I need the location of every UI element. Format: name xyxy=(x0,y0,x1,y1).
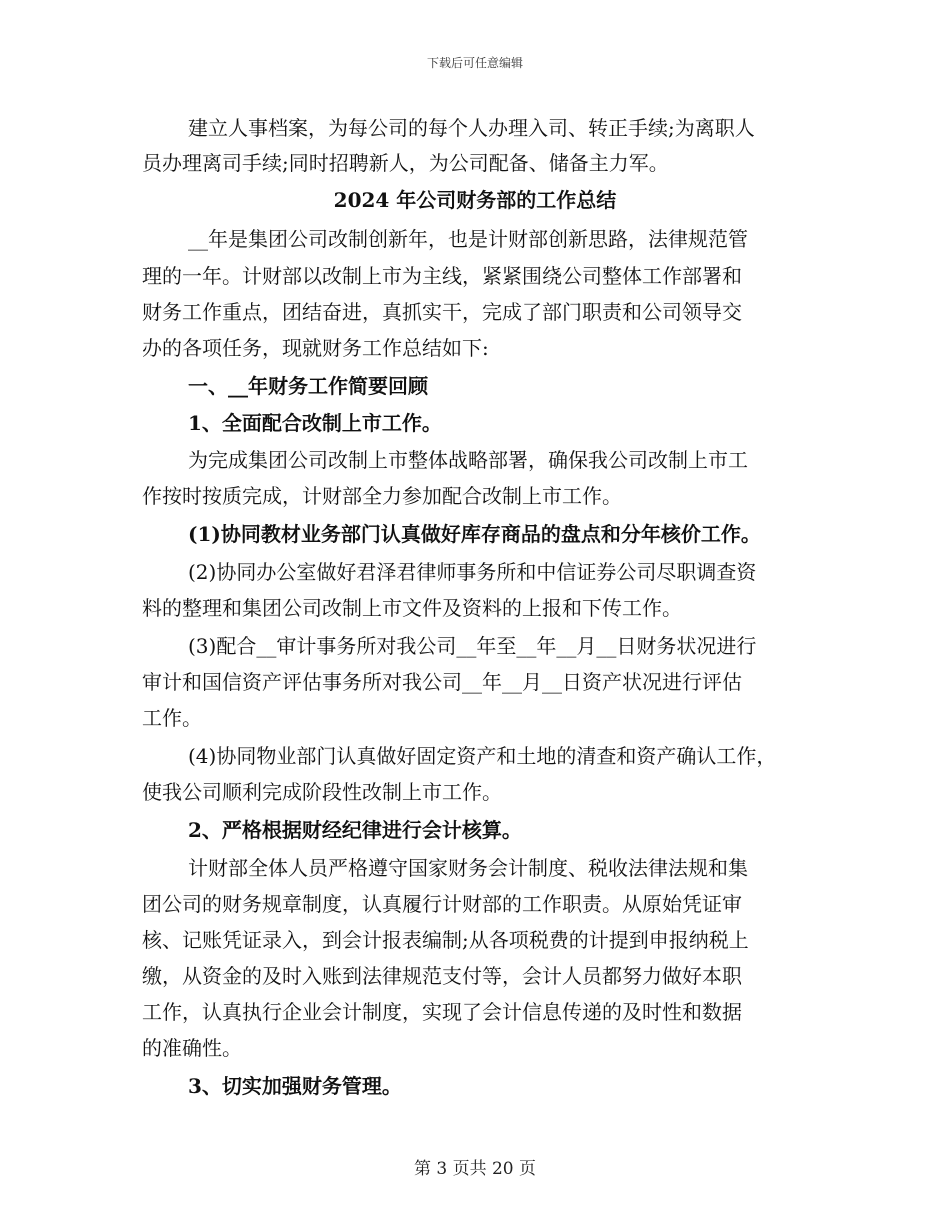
body-line: 为完成集团公司改制上市整体战略部署，确保我公司改制上市工 xyxy=(188,448,748,472)
item-3: (3)配合__审计事务所对我公司__年至__年__月__日财务状况进行 xyxy=(188,634,757,658)
body-line: 理的一年。计财部以改制上市为主线，紧紧围绕公司整体工作部署和 xyxy=(142,264,742,288)
body-line: 作按时按质完成，计财部全力参加配合改制上市工作。 xyxy=(142,484,622,508)
section-title: 2024 年公司财务部的工作总结 xyxy=(333,188,617,212)
body-line: 缴，从资金的及时入账到法律规范支付等，会计人员都努力做好本职 xyxy=(142,964,742,988)
body-line: 员办理离司手续;同时招聘新人，为公司配备、储备主力军。 xyxy=(142,151,669,175)
body-line: 工作，认真执行企业会计制度，实现了会计信息传递的及时性和数据 xyxy=(142,1000,742,1024)
page-footer: 第 3 页共 20 页 xyxy=(413,1159,537,1179)
body-line: 团公司的财务规章制度，认真履行计财部的工作职责。从原始凭证审 xyxy=(142,892,742,916)
body-line: 计财部全体人员严格遵守国家财务会计制度、税收法律法规和集 xyxy=(188,856,748,880)
heading-3: 3、切实加强财务管理。 xyxy=(188,1074,402,1098)
body-line: 的准确性。 xyxy=(142,1036,242,1060)
body-line: 工作。 xyxy=(142,706,202,730)
item-1: (1)协同教材业务部门认真做好库存商品的盘点和分年核价工作。 xyxy=(188,522,761,546)
body-line: 审计和国信资产评估事务所对我公司__年__月__日资产状况进行评估 xyxy=(142,670,742,694)
body-line: 料的整理和集团公司改制上市文件及资料的上报和下传工作。 xyxy=(142,596,682,620)
item-2: (2)协同办公室做好君泽君律师事务所和中信证券公司尽职调查资 xyxy=(188,560,757,584)
body-line: 建立人事档案，为每公司的每个人办理入司、转正手续;为离职人 xyxy=(188,116,755,140)
body-line: 使我公司顺利完成阶段性改制上市工作。 xyxy=(142,780,502,804)
body-line: 财务工作重点，团结奋进，真抓实干，完成了部门职责和公司领导交 xyxy=(142,300,742,324)
page-header: 下载后可任意编辑 xyxy=(426,56,523,70)
heading-2: 2、严格根据财经纪律进行会计核算。 xyxy=(188,818,522,842)
item-4: (4)协同物业部门认真做好固定资产和土地的清查和资产确认工作， xyxy=(188,744,777,768)
body-line: 办的各项任务，现就财务工作总结如下: xyxy=(142,336,489,360)
heading-review: 一、__年财务工作简要回顾 xyxy=(188,374,428,398)
body-line: __年是集团公司改制创新年，也是计财部创新思路，法律规范管 xyxy=(188,227,748,251)
body-line: 核、记账凭证录入，到会计报表编制;从各项税费的计提到申报纳税上 xyxy=(142,928,749,952)
heading-1: 1、全面配合改制上市工作。 xyxy=(188,411,442,435)
